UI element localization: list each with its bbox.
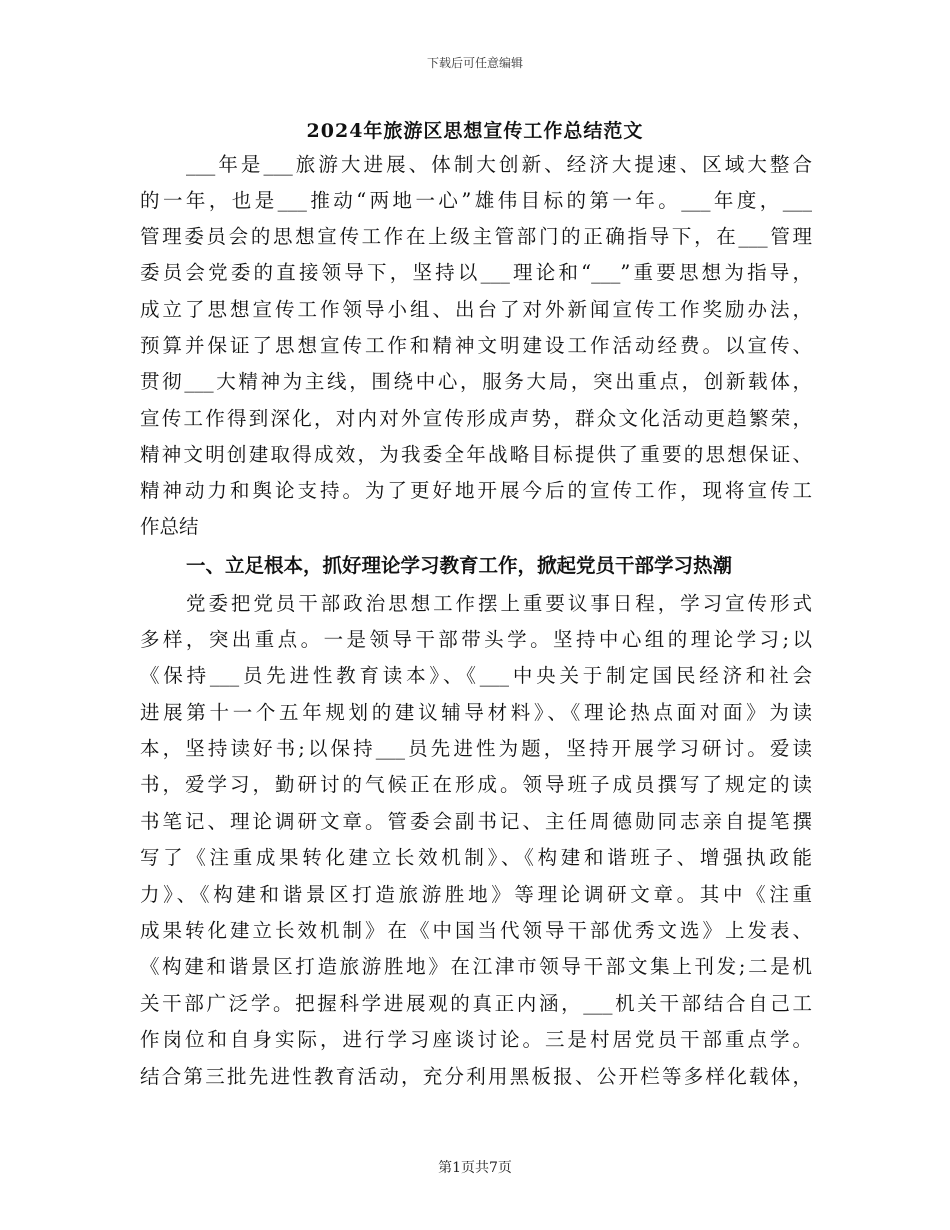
page-header-note: 下载后可任意编辑	[426, 56, 523, 70]
page-number: 第1页共7页	[438, 1160, 512, 1176]
paragraph-line: 本，坚持读好书;以保持___员先进性为题，坚持开展学习研讨。爱读	[140, 737, 812, 760]
paragraph-line: 预算并保证了思想宣传工作和精神文明建设工作活动经费。以宣传、	[140, 334, 812, 357]
section-heading: 一、立足根本，抓好理论学习教育工作，掀起党员干部学习热潮	[186, 554, 733, 577]
paragraph-line: 写了《注重成果转化建立长效机制》、《构建和谐班子、增强执政能	[140, 846, 812, 869]
paragraph-line: 成立了思想宣传工作领导小组、出台了对外新闻宣传工作奖励办法，	[140, 298, 812, 321]
paragraph-line: 进展第十一个五年规划的建议辅导材料》、《理论热点面对面》为读	[140, 701, 812, 724]
paragraph-line: 作岗位和自身实际，进行学习座谈讨论。三是村居党员干部重点学。	[140, 1028, 812, 1051]
paragraph-line: 书，爱学习，勤研讨的气候正在形成。领导班子成员撰写了规定的读	[140, 773, 812, 796]
paragraph-line: 宣传工作得到深化，对内对外宣传形成声势，群众文化活动更趋繁荣，	[140, 407, 812, 430]
paragraph-line: 多样，突出重点。一是领导干部带头学。坚持中心组的理论学习;以	[140, 628, 812, 651]
paragraph-line: 精神文明创建取得成效，为我委全年战略目标提供了重要的思想保证、	[140, 443, 812, 466]
paragraph-line: 管理委员会的思想宣传工作在上级主管部门的正确指导下，在___管理	[140, 225, 812, 248]
paragraph-line: 《保持___员先进性教育读本》、《___中央关于制定国民经济和社会	[140, 664, 812, 687]
paragraph-line: 成果转化建立长效机制》在《中国当代领导干部优秀文选》上发表、	[140, 919, 812, 942]
paragraph-line: 书笔记、理论调研文章。管委会副书记、主任周德勋同志亲自提笔撰	[140, 810, 812, 833]
paragraph-line: 贯彻___大精神为主线，围绕中心，服务大局，突出重点，创新载体，	[140, 370, 812, 393]
paragraph-line: 《构建和谐景区打造旅游胜地》在江津市领导干部文集上刊发;二是机	[140, 955, 812, 978]
paragraph-line: 力》、《构建和谐景区打造旅游胜地》等理论调研文章。其中《注重	[140, 883, 812, 906]
paragraph-line: 关干部广泛学。把握科学进展观的真正内涵，___机关干部结合自己工	[140, 992, 812, 1015]
paragraph-line: 精神动力和舆论支持。为了更好地开展今后的宣传工作，现将宣传工	[140, 479, 812, 502]
paragraph-line: 委员会党委的直接领导下，坚持以___理论和“___”重要思想为指导，	[140, 261, 812, 284]
document-title: 2024年旅游区思想宣传工作总结范文	[306, 120, 644, 142]
paragraph-line: 作总结	[140, 515, 199, 538]
paragraph-line: ___年是___旅游大进展、体制大创新、经济大提速、区域大整合	[186, 153, 812, 176]
paragraph-line: 党委把党员干部政治思想工作摆上重要议事日程，学习宣传形式	[186, 592, 812, 615]
paragraph-line: 的一年，也是___推动“两地一心”雄伟目标的第一年。___年度，___	[140, 189, 812, 212]
paragraph-line: 结合第三批先进性教育活动，充分利用黑板报、公开栏等多样化载体，	[140, 1065, 812, 1088]
